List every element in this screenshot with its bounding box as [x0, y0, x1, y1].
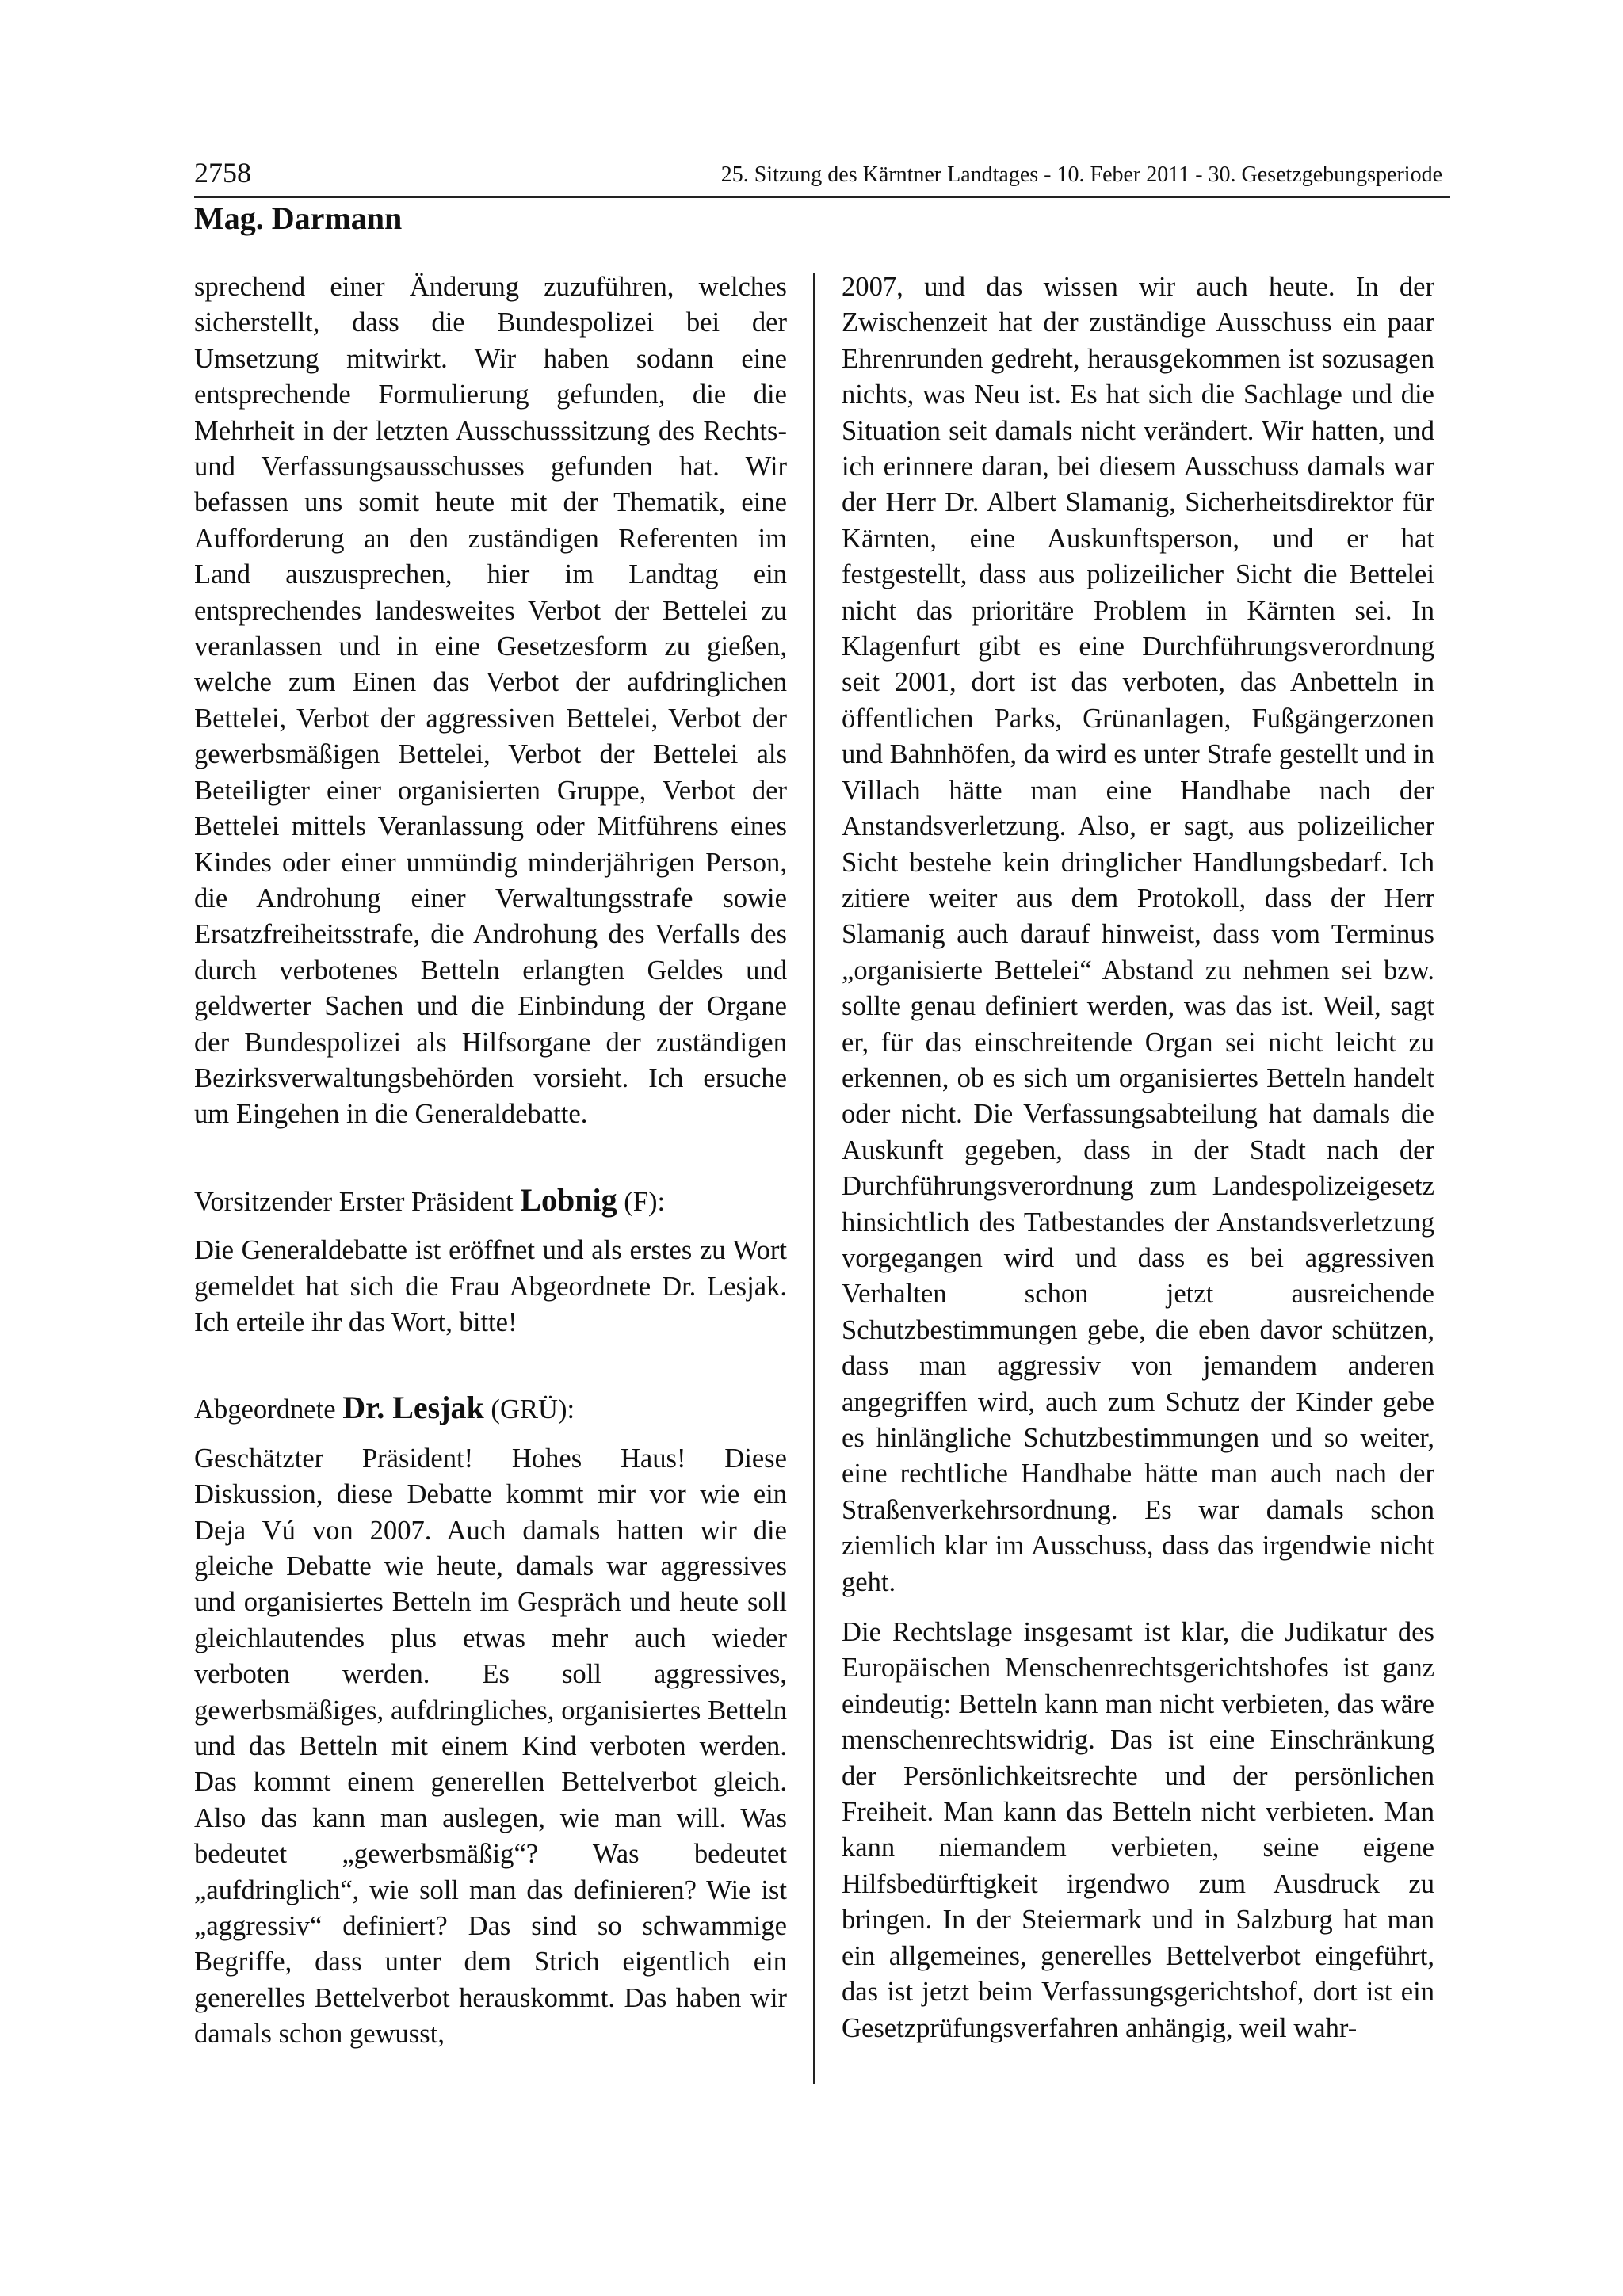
running-title: 25. Sitzung des Kärntner Landtages - 10. Feber 2011 - 30. Gesetzgebungsperiode	[720, 162, 1442, 187]
speaker-party: (F):	[617, 1186, 666, 1217]
current-speaker-heading: Mag. Darmann	[194, 200, 403, 236]
paragraph-lesjak: Geschätzter Präsident! Hohes Haus! Diese Diskussion, diese Debatte kommt mir vor wie ein Deja Vú von 2007. Auch damals hatten wir die gleiche Debatte wie heute, damals war aggressives und organisiertes Betteln im Gespräch und heute soll gleichlautendes plus etwas mehr auch wieder verboten werden. Es soll aggressives, gewerbsmäßiges, aufdringliches, organisiertes Betteln und das Betteln mit einem Kind verboten werden. Das kommt einem generellen Bettelverbot gleich. Also das kann man auslegen, wie man will. Was bedeutet „gewerbsmäßig“? Was bedeutet „aufdringlich“, wie soll man das definieren? Wie ist „aggressiv“ definiert? Das sind so schwammige Begriffe, dass unter dem Strich eigentlich ein generelles Bettelverbot herauskommt. Das haben wir damals schon gewusst,	[194, 1443, 787, 2050]
paragraph-president: Die Generaldebatte ist eröffnet und als erstes zu Wort gemeldet hat sich die Frau Abgeordnete Dr. Lesjak. Ich erteile ihr das Wort, bitte!	[194, 1235, 787, 1337]
paragraph-darmann-end: sprechend einer Änderung zuzuführen, welches sicherstellt, dass die Bundespolizei bei der Umsetzung mitwirkt. Wir haben sodann eine entsprechende Formulierung gefunden, die die Mehrheit in der letzten Ausschusssitzung des Rechts- und Verfassungsausschusses gefunden hat. Wir befassen uns somit heute mit der Thematik, eine Aufforderung an den zuständigen Referenten im Land auszusprechen, hier im Landtag ein entsprechendes landesweites Verbot der Bettelei zu veranlassen und in eine Gesetzesform zu gießen, welche zum Einen das Verbot der aufdringlichen Bettelei, Verbot der aggressiven Bettelei, Verbot der gewerbsmäßigen Bettelei, Verbot der Bettelei als Beteiligter einer organisierten Gruppe, Verbot der Bettelei mittels Veranlassung oder Mitführens eines Kindes oder einer unmündig minderjährigen Person, die Androhung einer Verwaltungsstrafe sowie Ersatzfreiheitsstrafe, die Androhung des Verfalls des durch verbotenes Betteln erlangten Geldes und geldwerter Sachen und die Einbindung der Organe der Bundespolizei als Hilfsorgane der zuständigen Bezirksverwaltungsbehörden vorsieht. Ich ersuche um Eingehen in die Generaldebatte.	[194, 272, 787, 1130]
speaker-party: (GRÜ):	[483, 1394, 575, 1425]
speaker-name-lesjak: Dr. Lesjak	[342, 1390, 484, 1426]
paragraph-lesjak-cont: 2007, und das wissen wir auch heute. In der Zwischenzeit hat der zuständige Ausschuss ein paar Ehrenrunden gedreht, herausgekommen ist sozusagen nichts, was Neu ist. Es hat sich die Sachlage und die Situation seit damals nicht verändert. Wir hatten, und ich erinnere daran, bei diesem Ausschuss damals war der Herr Dr. Albert Slamanig, Sicherheitsdirektor für Kärnten, eine Auskunftsperson, und er hat festgestellt, dass aus polizeilicher Sicht die Bettelei nicht das prioritäre Problem in Kärnten sei. In Klagenfurt gibt es eine Durchführungsverordnung seit 2001, dort ist das verboten, das Anbetteln in öffentlichen Parks, Grünanlagen, Fußgängerzonen und Bahnhöfen, da wird es unter Strafe gestellt und in Villach hätte man eine Handhabe nach der Anstandsverletzung. Also, er sagt, aus polizeilicher Sicht bestehe kein dringlicher Handlungsbedarf. Ich zitiere weiter aus dem Protokoll, dass der Herr Slamanig auch darauf hinweist, dass vom Terminus „organisierte Bettelei“ Abstand zu nehmen sei bzw. sollte genau definiert werden, was das ist. Weil, sagt er, für das einschreitende Organ sei nicht leicht zu erkennen, ob es sich um organisiertes Betteln handelt oder nicht. Die Verfassungsabteilung hat damals die Auskunft gegeben, dass in der Stadt nach der Durchführungsverordnung zum Landespolizeigesetz hinsichtlich des Tatbestandes der Anstandsverletzung vorgegangen wird und dass es bei aggressiven Verhalten schon jetzt ausreichende Schutzbestimmungen gebe, die eben davor schützen, dass man aggressiv von jemandem anderen angegriffen wird, auch zum Schutz der Kinder gebe es hinlängliche Schutzbestimmungen und so weiter, eine rechtliche Handhabe hätte man auch nach der Straßenverkehrsordnung. Es war damals schon ziemlich klar im Ausschuss, dass das irgendwie nicht geht.	[842, 272, 1434, 1597]
speaker-name-lobnig: Lobnig	[520, 1181, 617, 1218]
speaker-line-president	[194, 1182, 787, 1220]
speaker-role: Abgeordnete	[194, 1394, 343, 1425]
right-column	[842, 269, 1434, 2046]
paragraph-legal-situation: Die Rechtslage insgesamt ist klar, die Judikatur des Europäischen Menschenrechtsgerichtshofes ist ganz eindeutig: Betteln kann man nicht verbieten, das wäre menschenrechtswidrig. Das ist eine Einschränkung der Persönlichkeitsrechte und der persönlichen Freiheit. Man kann das Betteln nicht verbieten. Man kann niemandem verbieten, seine eigene Hilfsbedürftigkeit irgendwo zum Ausdruck zu bringen. In der Steiermark und in Salzburg hat man ein allgemeines, generelles Bettelverbot eingeführt, das ist jetzt beim Verfassungsgerichtshof, dort ist ein Gesetzprüfungsverfahren anhängig, weil wahr-	[842, 1617, 1434, 2043]
page-header	[194, 157, 1450, 198]
page-number: 2758	[194, 157, 251, 189]
column-divider	[813, 273, 815, 2084]
left-column	[194, 269, 787, 2053]
speaker-role: Vorsitzender Erster Präsident	[194, 1186, 521, 1217]
speaker-line-lesjak	[194, 1390, 787, 1428]
